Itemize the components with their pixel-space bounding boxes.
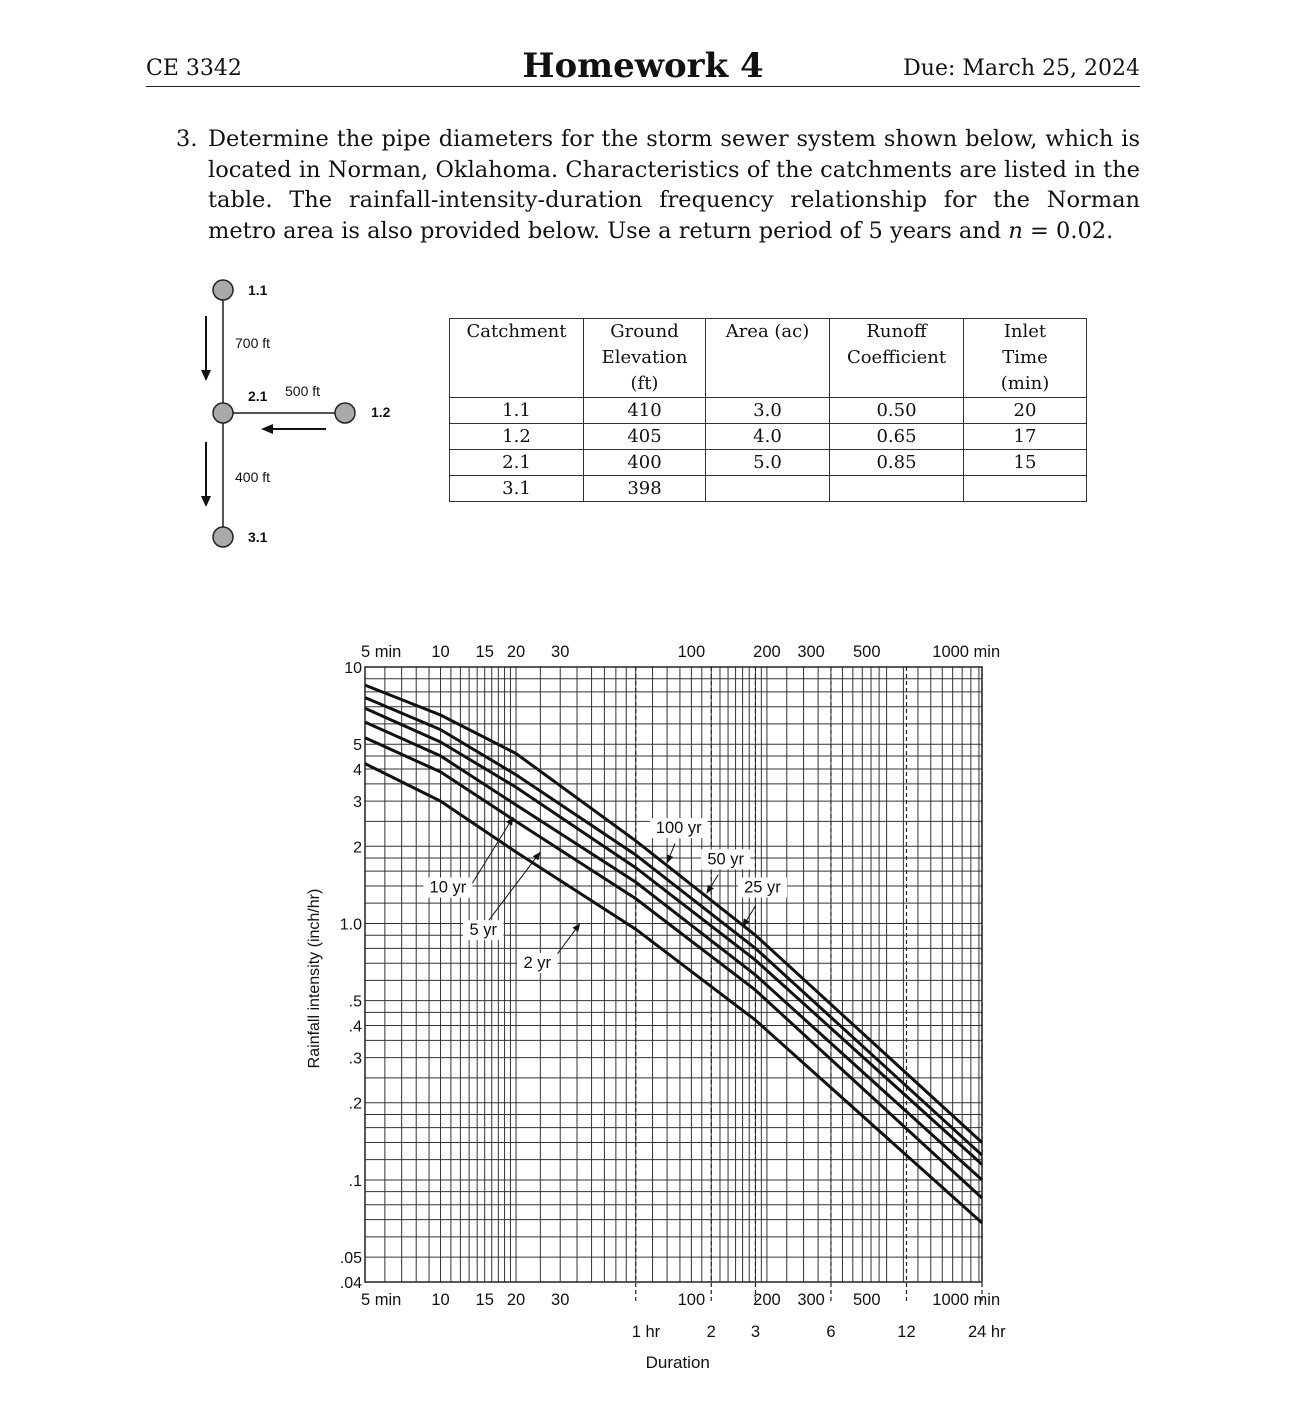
x-tick-label-top: 15 [475,643,494,661]
x-tick-label-bottom: 15 [475,1291,494,1309]
table-row [450,424,1087,450]
x-axis-label: Duration [645,1353,710,1372]
pipe-length-label: 500 ft [285,383,321,399]
y-tick-label: .3 [348,1050,362,1068]
table-cell [706,476,830,502]
y-tick-label: .5 [348,993,362,1011]
problem-text-end: = 0.02. [1022,217,1114,244]
hour-tick-label: 6 [826,1323,836,1341]
node-label: 1.2 [371,404,391,420]
x-tick-label-top: 500 [852,643,881,661]
table-row [450,476,1087,502]
header-inlet-time: Inlet Time (min) [964,319,1087,398]
arrowhead-icon [743,918,750,927]
x-tick-label-top: 20 [506,643,526,661]
table-row [450,450,1087,476]
x-tick-label-bottom: 30 [551,1291,570,1309]
curve-label: 10 yr [429,878,467,897]
arrowhead-icon [533,852,541,860]
due-date: Due: March 25, 2024 [903,56,1140,81]
table-cell: 1.1 [450,398,584,424]
page-title: Homework 4 [522,46,764,86]
table-cell: 2.1 [450,450,584,476]
table-header-row [450,319,1087,398]
header-runoff-coefficient: Runoff Coefficient [830,319,964,398]
x-tick-label-bottom: 300 [797,1291,825,1309]
series-line-5-yr [365,738,982,1198]
pipe-length-label: 400 ft [235,469,271,485]
table-row [450,398,1087,424]
table-cell: 400 [584,450,706,476]
arrow-left-icon [261,424,326,434]
y-tick-label: 1.0 [339,916,362,934]
node-label: 1.1 [248,282,268,298]
x-tick-label-bottom: 200 [753,1291,781,1309]
y-tick-label: 10 [344,660,362,677]
table-cell: 4.0 [706,424,830,450]
x-tick-label-top: 100 [677,643,706,661]
hour-tick-label: 24 hr [968,1323,1006,1341]
table-cell: 5.0 [706,450,830,476]
y-tick-label: 2 [353,839,362,857]
y-tick-label: .1 [348,1172,362,1190]
curve-label: 25 yr [744,878,781,897]
table-cell: 3.0 [706,398,830,424]
x-tick-label-top: 300 [797,643,825,661]
arrowhead-icon [667,854,673,863]
curve-label: 100 yr [655,819,702,838]
table-cell: 0.65 [830,424,964,450]
sewer-network-diagram [195,272,425,562]
table-cell: 20 [964,398,1087,424]
node-1-1 [213,280,233,300]
x-tick-label-top: 10 [431,643,450,661]
idf-chart [295,630,1025,1390]
header-area: Area (ac) [706,319,830,398]
table-cell: 0.50 [830,398,964,424]
y-tick-label: 5 [353,737,362,755]
problem-text-main: Determine the pipe diameters for the storm sewer system shown below, which is located in Norman, Oklahoma. Characteristics of the catchments are listed in the table. The rainfall-intensity-duration frequency relationship for the Norman metro area is also provided below. Use a return period of 5 years and [208,126,1140,244]
x-tick-label-bottom: 1000 min [932,1291,1001,1309]
page-header [146,42,1140,87]
y-tick-label: .04 [339,1275,362,1292]
hour-tick-label: 1 hr [631,1323,661,1341]
curve-label: 50 yr [707,850,745,869]
problem-text [208,124,1140,246]
network-svg [195,272,425,562]
chart-grid [365,667,982,1304]
y-tick-label: .2 [348,1095,362,1113]
hour-tick-label: 12 [897,1323,916,1341]
manning-n-symbol: n [1008,217,1023,244]
x-tick-label-top: 5 min [361,643,402,661]
y-tick-label: 3 [353,794,362,812]
chart-curve-labels [423,817,787,973]
y-axis-label: Rainfall intensity (inch/hr) [306,888,323,1069]
y-tick-label: .4 [348,1018,362,1036]
table-cell: 15 [964,450,1087,476]
hour-tick-label: 3 [750,1323,761,1341]
hour-tick-label: 2 [706,1323,716,1341]
table-cell: 3.1 [450,476,584,502]
table-cell: 405 [584,424,706,450]
plot-frame [365,667,982,1282]
x-tick-label-bottom: 500 [852,1291,881,1309]
x-tick-label-top: 200 [753,643,781,661]
node-1-2 [335,403,355,423]
pipe-length-label: 700 ft [235,335,271,351]
arrow-down-icon [201,316,211,381]
x-tick-label-top: 1000 min [932,643,1001,661]
x-tick-label-bottom: 10 [431,1291,450,1309]
node-2-1 [213,403,233,423]
catchment-table [449,318,1087,502]
table-cell: 1.2 [450,424,584,450]
x-tick-label-top: 30 [551,643,570,661]
x-tick-label-bottom: 20 [506,1291,526,1309]
problem-number: 3. [176,126,198,152]
node-label: 2.1 [248,388,268,404]
y-tick-label: 4 [353,762,362,780]
curve-leader-line [485,852,541,926]
curve-label: 2 yr [523,954,552,973]
table-cell: 410 [584,398,706,424]
x-tick-label-bottom: 5 min [361,1291,402,1309]
table-cell [964,476,1087,502]
arrowhead-icon [572,923,580,932]
table-cell: 0.85 [830,450,964,476]
course-code: CE 3342 [146,56,242,81]
table-cell: 398 [584,476,706,502]
idf-chart-svg [295,630,1025,1390]
table-cell [830,476,964,502]
y-tick-label: .05 [339,1250,362,1268]
arrow-down-icon [201,442,211,507]
node-3-1 [213,527,233,547]
curve-label: 5 yr [469,921,497,940]
problem-statement [176,124,1140,246]
x-tick-label-bottom: 100 [677,1291,706,1309]
node-label: 3.1 [248,529,268,545]
header-ground-elevation: Ground Elevation (ft) [584,319,706,398]
header-catchment: Catchment [450,319,584,398]
table-cell: 17 [964,424,1087,450]
